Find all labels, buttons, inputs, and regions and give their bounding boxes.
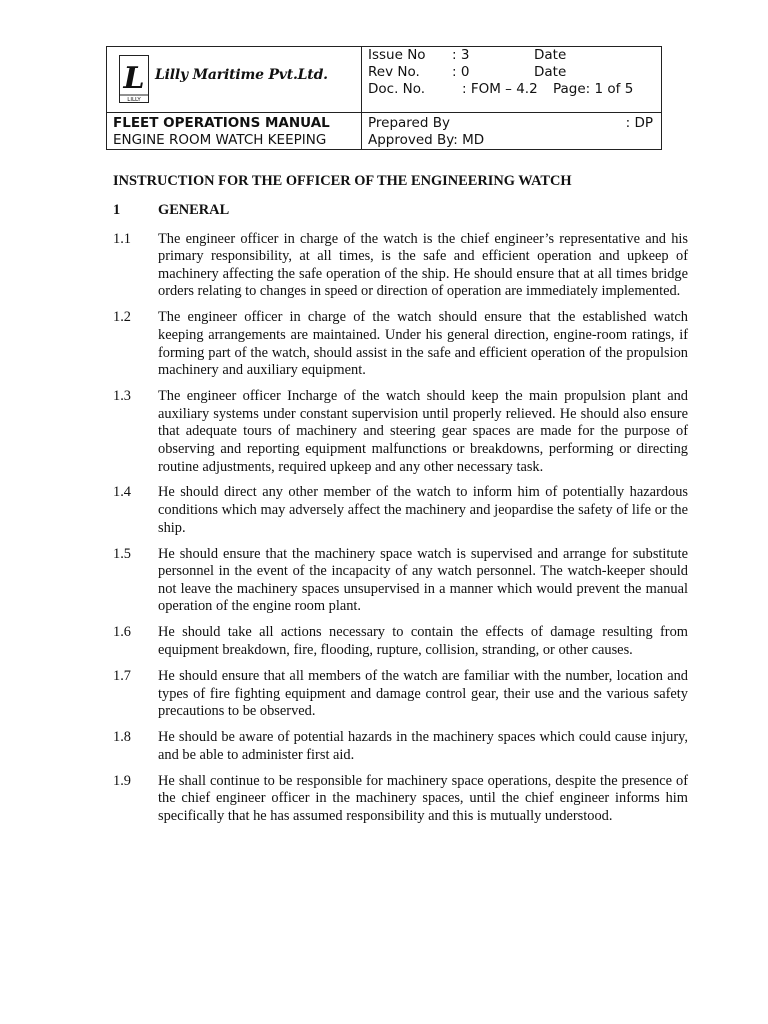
approved-label: Approved By: MD <box>368 132 485 148</box>
item-number: 1.3 <box>113 388 131 405</box>
item-text: The engineer officer in charge of the watch should ensure that the established watch keeping arrangements are maintained. Under his general direction, engine-room ratings, if forming part of the watch, should assist in the safe and efficient operation of the propulsion machinery and auxiliary equipment. <box>158 309 688 379</box>
instruction-item <box>113 546 688 616</box>
instruction-item <box>113 668 688 721</box>
page-label: Page: 1 of 5 <box>553 81 634 97</box>
item-number: 1.6 <box>113 624 131 641</box>
instruction-item <box>113 484 688 537</box>
logo-cell <box>107 47 362 113</box>
prepared-value: : DP <box>625 115 653 131</box>
instruction-item <box>113 388 688 476</box>
prepared-row <box>368 115 661 132</box>
item-text: He shall continue to be responsible for machinery space operations, despite the presence of the chief engineer officer in the machinery spaces, until the chief engineer informs him specifically that he has assumed responsibility and this is mutually understood. <box>158 772 688 824</box>
instruction-item <box>113 729 688 764</box>
issue-label: Issue No <box>368 47 426 63</box>
document-title: INSTRUCTION FOR THE OFFICER OF THE ENGINEERING WATCH <box>113 173 572 189</box>
section-number: 1 <box>113 201 121 218</box>
item-number: 1.9 <box>113 772 131 789</box>
company-logo-icon <box>119 55 149 103</box>
item-text: He should ensure that all members of the watch are familiar with the number, location and types of fire fighting equipment and damage control gear, their use and the various safety precautions to be observed. <box>158 668 688 720</box>
item-text: He should take all actions necessary to contain the effects of damage resulting from equipment breakdown, fire, flooding, rupture, collision, stranding, or other causes. <box>158 624 688 659</box>
rev-label: Rev No. <box>368 64 420 80</box>
item-number: 1.1 <box>113 230 131 247</box>
section-heading <box>113 202 688 220</box>
instruction-item <box>113 624 688 659</box>
item-text: He should direct any other member of the watch to inform him of potentially hazardous conditions which may adversely affect the machinery and jeopardise the safety of life or the ship. <box>158 484 688 536</box>
issue-value: : 3 <box>452 47 470 63</box>
manual-title-cell <box>107 113 362 149</box>
item-number: 1.8 <box>113 729 131 746</box>
logo-letter: L <box>123 61 145 96</box>
approval-cell <box>362 113 661 149</box>
document-header <box>106 46 662 150</box>
doc-label: Doc. No. <box>368 81 426 97</box>
instruction-list <box>113 231 688 826</box>
instruction-item <box>113 773 688 826</box>
section-title: GENERAL <box>158 201 230 218</box>
item-number: 1.4 <box>113 484 131 501</box>
item-text: The engineer officer in charge of the watch is the chief engineer’s representative and his primary responsibility, at all times, is the safe and efficient operation and upkeep of machinery affecting the safe operation of the ship. He should ensure that at all times bridge orders relating to changes in speed or direction of operation are immediately implemented. <box>158 230 688 300</box>
company-name: Lilly Maritime Pvt.Ltd. <box>155 67 328 83</box>
rev-date-label: Date <box>534 64 567 80</box>
approved-row <box>368 132 661 149</box>
instruction-item <box>113 231 688 301</box>
prepared-label: Prepared By <box>368 115 450 131</box>
document-body <box>113 173 688 834</box>
logo-caption: LILLY <box>127 97 141 103</box>
manual-subtitle: ENGINE ROOM WATCH KEEPING <box>113 132 327 148</box>
item-number: 1.5 <box>113 545 131 562</box>
item-text: He should ensure that the machinery space watch is supervised and arrange for substitute personnel in the event of the incapacity of any watch personnel. The watch-keeper should not leave the machinery spaces unsupervised in a manner which would prevent the manual operation of the engine room plant. <box>158 545 688 615</box>
item-number: 1.2 <box>113 309 131 326</box>
instruction-item <box>113 309 688 379</box>
item-text: The engineer officer Incharge of the watch should keep the main propulsion plant and auxiliary systems under constant supervision until properly relieved. He should also ensure that adequate tours of machinery and steering gear spaces are made for the purpose of observing and reporting equipment malfunctions or breakdowns, performing or directing routine adjustments, required upkeep and any other necessary task. <box>158 388 688 475</box>
item-text: He should be aware of potential hazards in the machinery spaces which could cause injury, and be able to administer first aid. <box>158 729 688 763</box>
issue-date-label: Date <box>534 47 567 63</box>
manual-title: FLEET OPERATIONS MANUAL <box>113 115 330 131</box>
doc-value: : FOM – 4.2 <box>462 81 538 97</box>
rev-value: : 0 <box>452 64 470 80</box>
document-meta <box>362 47 661 113</box>
item-number: 1.7 <box>113 668 131 684</box>
